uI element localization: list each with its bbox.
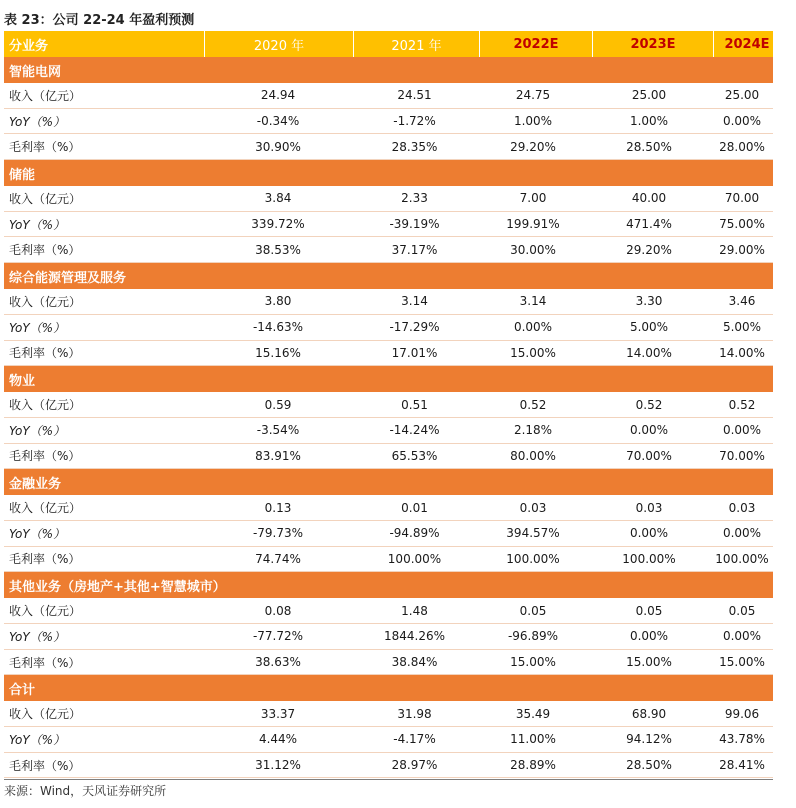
value-cell: 65.53% [391,448,438,463]
value-cell: 5.00% [629,320,669,335]
value-cell: 43.78% [719,732,765,747]
section-header: 物业 [4,366,773,392]
value-cell: 70.00 [724,191,760,206]
row-label: 毛利率（%） [9,449,81,464]
revenue-row [4,495,773,521]
row-label: YoY（%） [9,732,66,747]
value-cell: 24.51 [397,88,432,103]
value-cell: 0.00% [722,423,762,438]
value-cell: 80.00% [510,448,556,463]
value-cell: 94.12% [626,732,672,747]
value-cell: 38.63% [255,655,301,670]
value-cell: 68.90 [631,706,667,721]
value-cell: -77.72% [252,629,304,644]
revenue-row [4,701,773,727]
table-body [4,57,773,778]
row-label: YoY（%） [9,423,66,438]
value-cell: 37.17% [391,242,438,257]
value-cell: 3.80 [264,294,292,309]
value-cell: 0.05 [635,603,663,618]
value-cell: 28.41% [719,758,765,773]
yoy-row [4,315,773,341]
gross-margin-row [4,753,773,779]
value-cell: 28.97% [391,758,438,773]
value-cell: 99.06 [724,706,760,721]
value-cell: 100.00% [622,551,676,566]
value-cell: 0.03 [635,500,663,515]
value-cell: 2.33 [401,191,428,206]
value-cell: 31.98 [397,706,432,721]
gross-margin-row [4,444,773,470]
revenue-row [4,392,773,418]
header-year-2021: 2021 年 [353,31,479,57]
value-cell: 0.52 [728,397,756,412]
gross-margin-row [4,341,773,367]
value-cell: 1.00% [629,114,669,129]
value-cell: -14.24% [389,423,440,438]
value-cell: -39.19% [389,217,440,232]
value-cell: 24.94 [260,88,296,103]
revenue-row [4,598,773,624]
value-cell: -0.34% [256,114,300,129]
value-cell: 3.14 [519,294,547,309]
value-cell: 15.00% [719,655,765,670]
value-cell: 0.00% [513,320,553,335]
value-cell: 40.00 [631,191,667,206]
value-cell: 394.57% [506,526,560,541]
header-segment: 分业务 [9,38,49,54]
value-cell: 33.37 [260,706,296,721]
value-cell: 1844.26% [383,629,446,644]
source-note: 来源：Wind，天风证券研究所 [4,784,167,798]
value-cell: 0.13 [264,500,292,515]
yoy-row [4,212,773,238]
value-cell: 0.03 [519,500,547,515]
value-cell: 0.05 [519,603,547,618]
value-cell: 4.44% [258,732,298,747]
value-cell: 0.00% [629,629,669,644]
section-header: 其他业务（房地产+其他+智慧城市） [4,572,773,598]
gross-margin-row [4,134,773,160]
section-header: 金融业务 [4,469,773,495]
value-cell: -14.63% [252,320,304,335]
yoy-row [4,418,773,444]
value-cell: 70.00% [719,448,765,463]
yoy-row [4,624,773,650]
value-cell: 0.52 [519,397,547,412]
value-cell: 339.72% [251,217,305,232]
value-cell: 0.52 [635,397,663,412]
value-cell: 29.20% [626,242,672,257]
row-label: 收入（亿元） [9,294,82,309]
row-label: 收入（亿元） [9,604,82,619]
section-header: 储能 [4,160,773,186]
value-cell: -96.89% [507,629,559,644]
row-label: 毛利率（%） [9,758,81,773]
header-year-2022e: 2022E [479,31,592,57]
row-label: 毛利率（%） [9,552,81,567]
value-cell: 28.50% [626,758,672,773]
value-cell: 75.00% [719,217,765,232]
value-cell: 100.00% [506,551,560,566]
value-cell: 0.01 [401,500,428,515]
value-cell: 31.12% [255,758,301,773]
value-cell: -17.29% [389,320,440,335]
value-cell: 24.75 [515,88,551,103]
value-cell: 3.30 [635,294,663,309]
value-cell: 0.00% [629,526,669,541]
value-cell: 30.00% [510,242,556,257]
value-cell: 70.00% [626,448,672,463]
value-cell: 0.51 [401,397,428,412]
yoy-row [4,727,773,753]
yoy-row [4,521,773,547]
section-header: 合计 [4,675,773,701]
value-cell: 1.48 [401,603,428,618]
row-label: 收入（亿元） [9,707,82,722]
revenue-row [4,83,773,109]
table-title: 表 23：公司 22-24 年盈利预测 [4,13,195,28]
value-cell: 199.91% [506,217,560,232]
value-cell: 14.00% [626,345,672,360]
value-cell: 28.00% [719,139,765,154]
value-cell: 2.18% [513,423,553,438]
value-cell: 0.00% [722,114,762,129]
revenue-row [4,289,773,315]
value-cell: 15.00% [626,655,672,670]
value-cell: 100.00% [715,551,769,566]
row-label: YoY（%） [9,629,66,644]
value-cell: 25.00 [631,88,667,103]
value-cell: 0.00% [722,629,762,644]
value-cell: 15.00% [510,345,556,360]
value-cell: 11.00% [510,732,556,747]
value-cell: 0.05 [728,603,756,618]
value-cell: 17.01% [391,345,438,360]
row-label: 收入（亿元） [9,191,82,206]
value-cell: 3.84 [264,191,292,206]
yoy-row [4,109,773,135]
value-cell: 3.46 [728,294,756,309]
value-cell: 100.00% [387,551,442,566]
value-cell: 25.00 [724,88,760,103]
value-cell: 83.91% [255,448,301,463]
value-cell: 0.08 [264,603,292,618]
value-cell: 0.00% [629,423,669,438]
value-cell: 5.00% [722,320,762,335]
revenue-row [4,186,773,212]
value-cell: 29.00% [719,242,765,257]
value-cell: 0.59 [264,397,292,412]
header-year-2023e: 2023E [592,31,713,57]
value-cell: 0.03 [728,500,756,515]
value-cell: 0.00% [722,526,762,541]
value-cell: 1.00% [513,114,553,129]
row-label: 收入（亿元） [9,398,82,413]
value-cell: 74.74% [255,551,301,566]
section-header: 智能电网 [4,57,773,83]
header-year-2020: 2020 年 [204,31,353,57]
row-label: 毛利率（%） [9,346,81,361]
table-bottom-rule [4,779,773,780]
value-cell: -94.89% [389,526,440,541]
profit-forecast-table [4,31,773,778]
gross-margin-row [4,650,773,676]
gross-margin-row [4,547,773,573]
row-label: 毛利率（%） [9,655,81,670]
row-label: YoY（%） [9,526,66,541]
row-label: YoY（%） [9,320,66,335]
value-cell: -79.73% [252,526,304,541]
value-cell: 28.89% [510,758,556,773]
value-cell: 38.53% [255,242,301,257]
value-cell: 471.4% [626,217,672,232]
value-cell: 14.00% [719,345,765,360]
header-year-2024e: 2024E [713,31,780,57]
table-header [4,31,773,57]
row-label: 收入（亿元） [9,88,82,103]
value-cell: 3.14 [401,294,428,309]
row-label: 毛利率（%） [9,140,81,155]
value-cell: 28.50% [626,139,672,154]
value-cell: 28.35% [391,139,438,154]
gross-margin-row [4,237,773,263]
value-cell: 29.20% [510,139,556,154]
value-cell: 38.84% [391,655,438,670]
value-cell: 7.00 [519,191,547,206]
value-cell: 15.16% [255,345,301,360]
row-label: 收入（亿元） [9,501,82,516]
value-cell: 15.00% [510,655,556,670]
row-label: YoY（%） [9,217,66,232]
row-label: YoY（%） [9,114,66,129]
value-cell: -4.17% [393,732,436,747]
value-cell: -3.54% [256,423,300,438]
value-cell: 35.49 [515,706,551,721]
value-cell: 30.90% [255,139,301,154]
row-label: 毛利率（%） [9,243,81,258]
section-header: 综合能源管理及服务 [4,263,773,289]
value-cell: -1.72% [393,114,436,129]
